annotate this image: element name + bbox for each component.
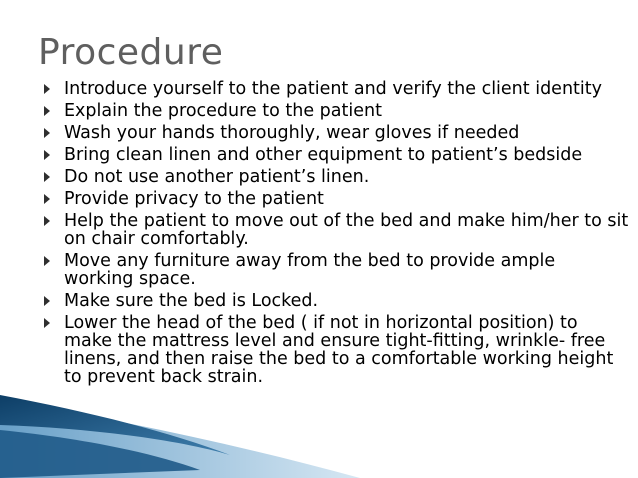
list-item: [40, 102, 630, 120]
bullet-text: Provide privacy to the patient: [64, 189, 324, 209]
triangle-bullet-icon: [44, 172, 50, 182]
list-item: [40, 124, 630, 142]
list-item: [40, 252, 630, 288]
triangle-bullet-icon: [44, 128, 50, 138]
bullet-text: Make sure the bed is Locked.: [64, 291, 319, 311]
list-item: [40, 168, 630, 186]
bullet-text: Do not use another patient’s linen.: [64, 167, 370, 187]
bullet-text: Lower the head of the bed ( if not in horizontal position) to make the mattress level and ensure tight-fitting, wrinkle- free linens, and then raise the bed to a comfortable working height to prevent back strain.: [64, 313, 614, 387]
bullet-list: [40, 80, 630, 390]
bullet-text: Wash your hands thoroughly, wear gloves if needed: [64, 123, 520, 143]
list-item: [40, 292, 630, 310]
list-item: [40, 212, 630, 248]
slide-title: Procedure: [38, 32, 224, 73]
bullet-text: Bring clean linen and other equipment to patient’s bedside: [64, 145, 583, 165]
bullet-text: Introduce yourself to the patient and verify the client identity: [64, 79, 602, 99]
list-item: [40, 314, 630, 386]
triangle-bullet-icon: [44, 150, 50, 160]
triangle-bullet-icon: [44, 106, 50, 116]
list-item: [40, 146, 630, 164]
triangle-bullet-icon: [44, 318, 50, 328]
triangle-bullet-icon: [44, 216, 50, 226]
bullet-text: Move any furniture away from the bed to provide ample working space.: [64, 251, 556, 289]
triangle-bullet-icon: [44, 194, 50, 204]
list-item: [40, 80, 630, 98]
triangle-bullet-icon: [44, 296, 50, 306]
triangle-bullet-icon: [44, 256, 50, 266]
bullet-text: Explain the procedure to the patient: [64, 101, 382, 121]
list-item: [40, 190, 630, 208]
bullet-text: Help the patient to move out of the bed and make him/her to sit on chair comfortably.: [64, 211, 629, 249]
triangle-bullet-icon: [44, 84, 50, 94]
